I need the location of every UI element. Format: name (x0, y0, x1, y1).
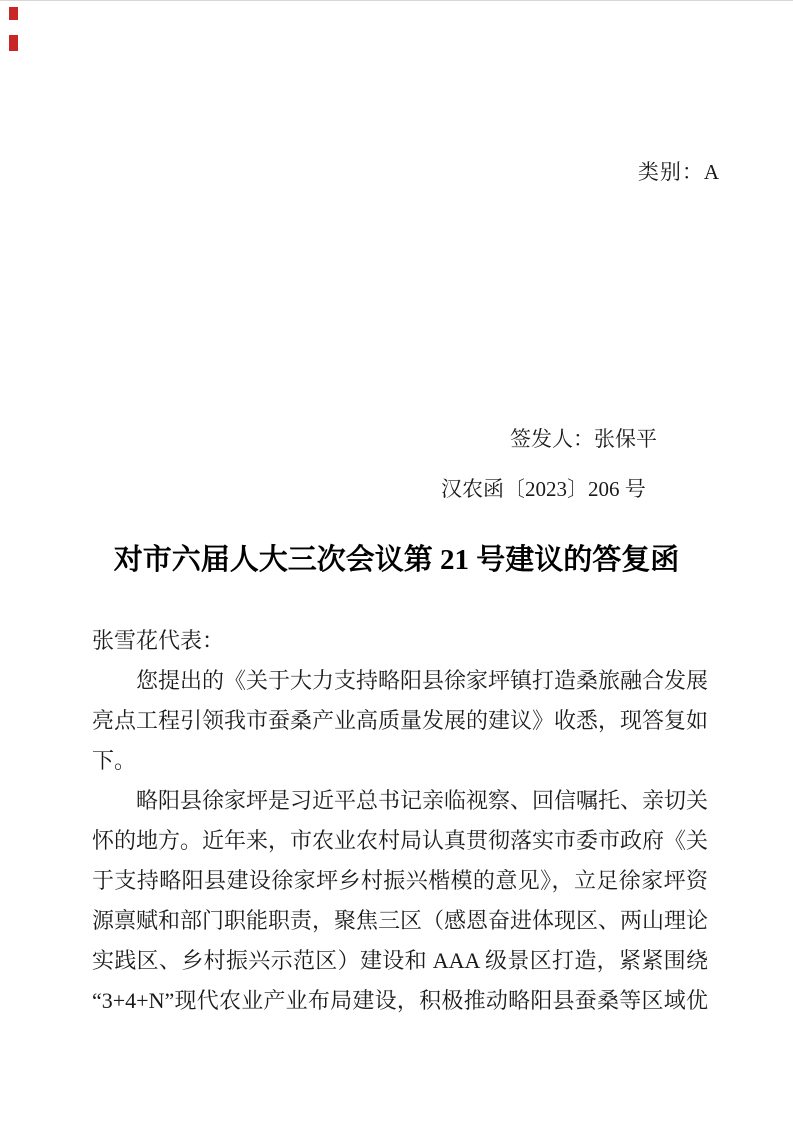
document-body (92, 621, 708, 1021)
body-line: 略阳县徐家坪是习近平总书记亲临视察、回信嘱托、亲切关 (136, 788, 708, 813)
signer-line (510, 423, 657, 453)
signer-label: 签发人： (510, 427, 594, 451)
corner-marks (9, 7, 18, 51)
category-label: 类别：A (637, 160, 720, 184)
body-line: 您提出的《关于大力支持略阳县徐家坪镇打造桑旅融合发展 (136, 668, 708, 693)
body-line: 源禀赋和部门职能职责，聚焦三区（感恩奋进体现区、两山理论 (92, 908, 708, 933)
body-line: “3+4+N”现代农业产业布局建设，积极推动略阳县蚕桑等区域优 (92, 988, 708, 1013)
document-title: 对市六届人大三次会议第 21 号建议的答复函 (113, 544, 680, 576)
body-line: 实践区、乡村振兴示范区）建设和 AAA 级景区打造，紧紧围绕 (92, 948, 708, 973)
red-mark-icon (9, 7, 18, 20)
body-line: 下。 (92, 748, 137, 773)
body-line: 亮点工程引领我市蚕桑产业高质量发展的建议》收悉，现答复如 (92, 708, 708, 733)
salutation-line: 张雪花代表： (92, 628, 225, 653)
body-line: 于支持略阳县建设徐家坪乡村振兴楷模的意见》，立足徐家坪资 (92, 868, 708, 893)
signer-name: 张保平 (594, 427, 657, 451)
red-mark-icon (9, 35, 18, 51)
body-line: 怀的地方。近年来，市农业农村局认真贯彻落实市委市政府《关 (92, 828, 708, 853)
doc-number: 汉农函〔2023〕206 号 (441, 477, 646, 501)
